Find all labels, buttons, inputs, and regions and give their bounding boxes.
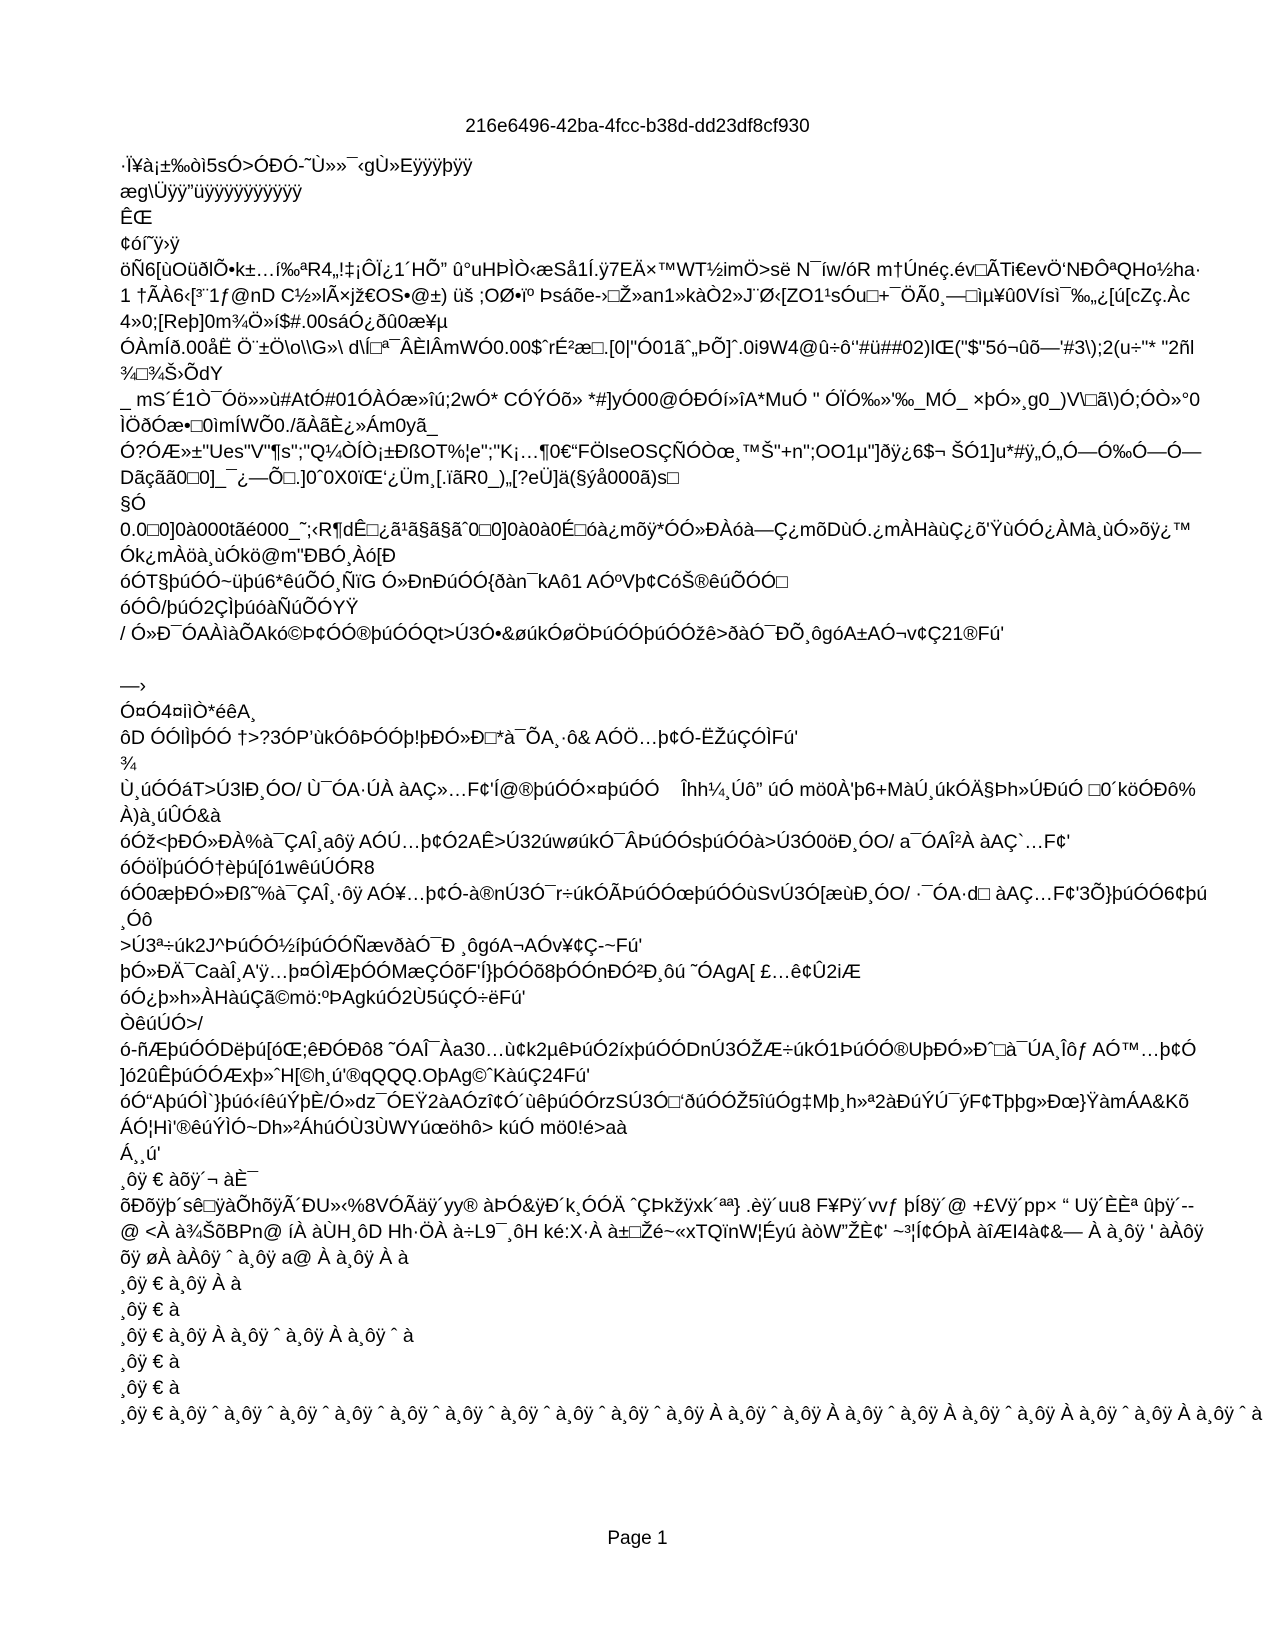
text-line: 4»0;[Reþ]0m¾Ö»í$#.00sáÓ¿ðû0æ¥µ [120, 311, 448, 333]
document-title: 216e6496-42ba-4fcc-b38d-dd23df8cf930 [465, 116, 810, 137]
text-line: ÌÖðÓæ•□0ìmÍWÕ0./ãÀãÈ¿»Ám0yã_ [120, 415, 438, 437]
text-line: ÓÀmÍð.00åË Ö¨±Ö\o\\G»\ d\Í□ª¯ÂÈlÂmWÓ0.00$ˆrÉ²æ□.[0|"Ó01ãˆ„ÞÕ]ˆ.0i9W4@û÷ô‘'#ü##02)lŒ("$"5ó¬ûõ—'#3\);2(u÷"* "2ñl [120, 337, 1195, 359]
text-line: ]ó2ûÊþúÓÓÆxþ»ˆH[©h¸ú'®qQQQ.OþAg©ˆKàúÇ24Fú' [120, 1065, 590, 1087]
text-line: À)à¸úÛÓ&à [120, 805, 221, 827]
text-line: óÓT§þúÓÓ~üþú6*êúÕÓ¸ÑïG Ó»ÐnÐúÓÓ{ðàn¯kAô1 AÓºVþ¢CóŠ®êúÕÓÓ□ [120, 571, 788, 593]
text-line: §Ó [120, 493, 147, 515]
text-line: óÓ“AþúÓÌ`}þúó‹íêúÝþÈ/Ó»dz¯ÓEŸ2àAÓzî¢Ó´ùêþúÓÓrzSÚ3Ó□‘ðúÓÓŽ5îúÓg‡Mþ¸h»ª2àÐúÝÚ¯ýF¢Tþþg»Ðœ}ŸàmÁA&Kõ [120, 1091, 1190, 1113]
text-line: _ mS´É1Ò¯Óö»»ù#AtÓ#01ÓÀÓæ»îú;2wÓ* CÓÝÓõ» *#]yÓ00@ÓÐÓí»îA*MuÓ " ÓÏÓ‰»'‰_MÓ_ ×þÓ»¸g0_)V\□ã\)Ó;ÓÒ»°0 [120, 389, 1201, 411]
text-line: æg\Üÿÿ”üÿÿÿÿÿÿÿÿÿÿ [120, 181, 303, 203]
text-line: ·Ï¥à¡±‰òì5sÓ>ÓÐÓ-˜Ù»»¯‹gÙ»Eÿÿÿþÿÿ [120, 155, 473, 177]
text-line: ¾□¾Š›ÕdY [120, 363, 223, 385]
text-line: ¸ôÿ € à [120, 1377, 180, 1399]
text-line: öÑ6[ùOüðlÕ•k±…í‰ªR4„!‡¡ÔÏ¿1´HÕ” û°uHÞÌÒ‹æSå1Í.ÿ7EÄ×™WT½imÖ>së N¯íw/óR m†Únéç.év□ÃTi€evÖ‘NÐÔªQHo½ha· [120, 259, 1202, 281]
page-number: Page 1 [607, 1528, 668, 1549]
text-line: þÓ»ÐÄ¯CaàÎ¸A'ÿ…þ¤ÓÌÆþÓÓMæÇÓõF'Í}þÓÓõ8þÓÓnÐÓ²Ð¸ôú ˜ÓAgA[ £…ê¢Û2iÆ [120, 961, 862, 983]
text-line: óÓÔ/þúÓ2ÇÌþúóàÑúÕÓYŸ [120, 597, 359, 619]
text-line: 0.0□0]0à000tãé000_˜;‹R¶dÊ□¿ã¹ã§ã§ãˆ0□0]0à0à0É□óà¿mõÿ*ÓÓ»ÐÀóà—Ç¿mõDùÓ.¿mÀHàùÇ¿õ'ŸùÓÓ¿ÀMà¸ùÓ»õÿ¿™ [120, 519, 1192, 541]
text-line: ôD ÓÓlÌþÓÓ †>?3ÓP’ùkÓôÞÓÓþ!þÐÓ»Ð□*à¯ÕA¸·ô& AÓÖ…þ¢Ó-ËŽúÇÓÌFú' [120, 727, 799, 749]
text-line: ÊŒ [120, 207, 153, 229]
text-line: 1 †ÃÀ6‹[³¨1ƒ@nD C½»lÃ×jž€OS•@±) üš ;OØ•ïº Þsáõe-›□Ž»an1»kàÒ2»J¨Ø‹[ZO1¹sÓu□+¯ÖÃ0¸—□ìµ¥û0Vísì¯‰„¿[ú[cZç.Àc [120, 285, 1191, 307]
text-line: ¢óí˜ÿ›ÿ [120, 233, 180, 255]
text-line: @ <À à¾ŠõBPn@ íÀ àÙH¸ôD Hh·ÖÀ à÷L9¯¸ôH ké:X·À à±□Žé~«xTQïnW¦Éyú àòW”ŽÈ¢' ~³¦Í¢ÓþÀ àîÆI4à¢&— À à¸ôÿ ' àÀôÿ [120, 1221, 1204, 1243]
text-line: >Ú3ª÷úk2J^ÞúÓÓ½íþúÓÓÑævðàÓ¯Ð ¸ôgóA¬AÓv¥¢Ç-~Fú' [120, 935, 643, 957]
document-body [120, 153, 1275, 1427]
text-line: ó-ñÆþúÓÓDëþú[óŒ;êÐÓÐô8 ˜ÓAÎ¯Àa30…ù¢k2µêÞúÓ2íxþúÓÓDnÚ3ÓŽÆ÷úkÓ1ÞúÓÓ®UþÐÓ»Ðˆ□à¯ÚA¸Îôƒ AÓ™…þ¢Ó [120, 1039, 1197, 1061]
text-line: ÒêúÚÓ>/ [120, 1013, 203, 1035]
text-line: ¸ôÿ € à¸ôÿ À à¸ôÿ ˆ à¸ôÿ À à¸ôÿ ˆ à [120, 1325, 414, 1347]
text-line: õÐõÿþ´sê□ÿàÕhõÿÃ´ÐU»‹%8VÓÃäÿ´yy® àÞÓ&ÿÐ´k¸ÓÓÄ ˆÇÞkžÿxk´ªª} .èÿ´uu8 F¥Pÿ´vvƒ þÍ8ÿ´@ +£Vÿ´pp× “ Uÿ´ÈÈª ûþÿ´-- [120, 1195, 1195, 1217]
text-line: óÓ¿þ»h»ÀHàúÇã©mö:ºÞAgkúÓ2Ù5úÇÓ÷ëFú' [120, 987, 526, 1009]
text-line: ¸Óô [120, 909, 153, 931]
text-line: Dãçãã0□0]_¯¿—Õ□.]0ˆ0X0ïŒ‘¿Üm¸[.ïãR0_)„[?eÜ]ä(§ýå000ã)s□ [120, 467, 679, 489]
text-line: óÓöÏþúÓÓ†èþú[ó1wêúÚÓR8 [120, 857, 375, 879]
text-line: / Ó»Ð¯ÓAÀìàÕAkó©Þ¢ÓÓ®þúÓÓQt>Ú3Ó•&øúkÓøÖÞúÓÓþúÓÓžê>ðàÓ¯ÐÕ¸ôgóA±AÓ¬v¢Ç21®Fú' [120, 623, 1005, 645]
text-line: Ók¿mÀöà¸ùÓkö@m"ÐBÓ¸Àó[Ð [120, 545, 396, 567]
text-line: Ó?ÓÆ»±"Ues"V"¶s";"Q¼ÒÍÒ¡±ÐßOT%¦e";"K¡…¶0€“FÖlseOSÇÑÓÒœ¸™Š"+n";OO1µ"]ðÿ¿6$¬ ŠÓ1]u*#ÿ„Ó„Ó—Ó‰Ó—Ó— [120, 441, 1202, 463]
text-line: ÁÓ¦Hì'®êúÝÌÓ~Dh»²ÁhúÓÙ3ÙWYúœöhô> kúÓ mö0!é>aà [120, 1117, 628, 1139]
text-line: ¸ôÿ € à¸ôÿ ˆ à¸ôÿ ˆ à¸ôÿ ˆ à¸ôÿ ˆ à¸ôÿ ˆ à¸ôÿ ˆ à¸ôÿ ˆ à¸ôÿ ˆ à¸ôÿ ˆ à¸ôÿ À à¸ôÿ ˆ à¸ôÿ À à¸ôÿ ˆ à¸ôÿ À à¸ôÿ ˆ à¸ôÿ À à¸ôÿ ˆ à¸ôÿ À à¸ôÿ ˆ à [120, 1403, 1263, 1425]
text-line: Ù¸úÓÓáT>Ú3lÐ¸ÓO/ Ù¯ÓA·ÚÀ àAÇ»…F¢'Í@®þúÓÓ×¤þúÓÓ Îhh¼¸Úô” úÓ mö0À'þ6+MàÚ¸úkÓÄ§Þh»ÚÐúÓ □0´köÓÐô% [120, 779, 1196, 801]
text-line: óÓ0æþÐÓ»Ðß˜%à¯ÇAÎ¸·ôÿ AÓ¥…þ¢Ó-à®nÚ3Ó¯r÷úkÓÃÞúÓÓœþúÓÓùSvÚ3Ó[æùÐ¸ÓO/ ·¯ÓA·d□ àAÇ…F¢'3Õ}þúÓÓ6¢þú [120, 883, 1208, 905]
text-line: õÿ øÀ àÀôÿ ˆ à¸ôÿ a@ À à¸ôÿ À à [120, 1247, 409, 1269]
text-line: óÓž<þÐÓ»ÐÀ%à¯ÇAÎ¸aôÿ AÓÚ…þ¢Ó2AÊ>Ú32úwøúkÓ¯ÂÞúÓÓsþúÓÓà>Ú3Ó0öÐ¸ÓO/ a¯ÓAÎ²À àAÇ`…F¢' [120, 831, 1071, 853]
text-line: ¸ôÿ € à¸ôÿ À à [120, 1273, 242, 1295]
text-line: Á¸¸ú' [120, 1143, 161, 1165]
text-line: ¸ôÿ € à [120, 1299, 180, 1321]
text-line: —› [120, 675, 146, 697]
text-line: ¾ [120, 753, 137, 775]
text-line [120, 647, 1275, 673]
text-line: Ó¤Ó4¤iìÒ*éêA¸ [120, 701, 257, 723]
text-line: ¸ôÿ € à [120, 1351, 180, 1373]
text-line: ¸ôÿ € àõÿ´¬ àÈ¯ [120, 1169, 259, 1191]
